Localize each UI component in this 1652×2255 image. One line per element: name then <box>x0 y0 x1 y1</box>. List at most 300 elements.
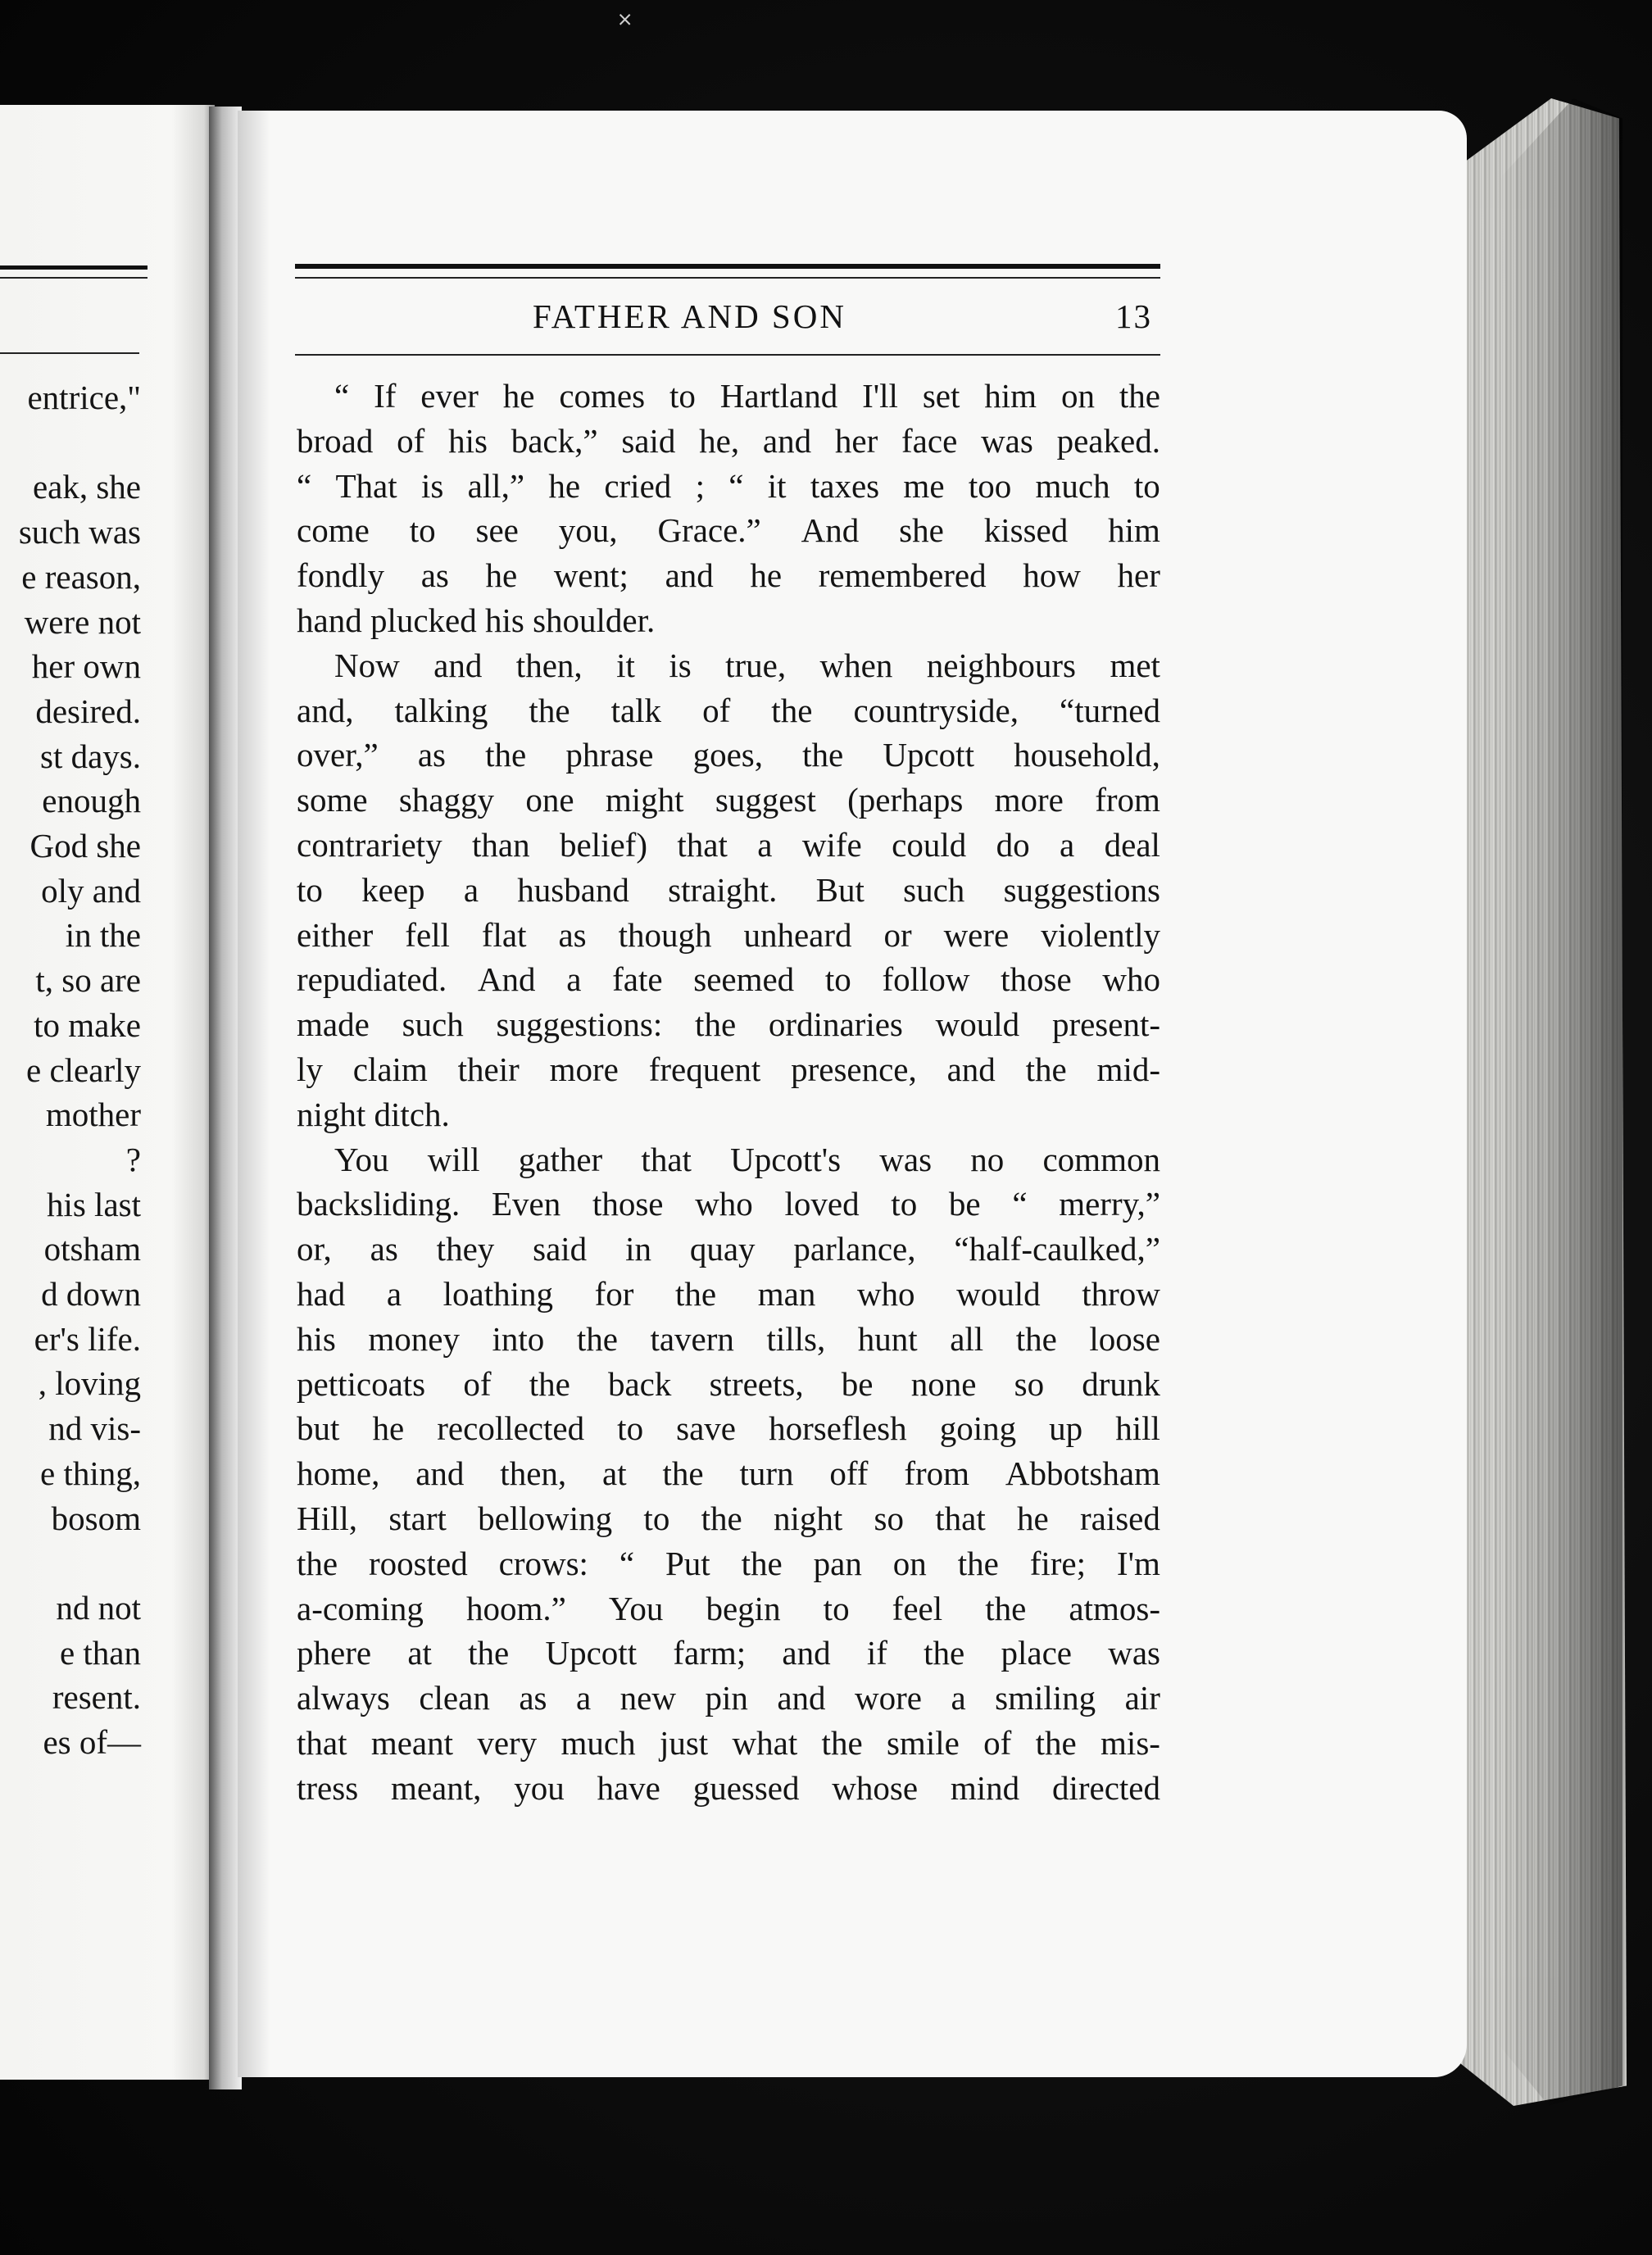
text-line <box>297 1137 1160 1182</box>
page-number: 13 <box>1115 297 1152 335</box>
word: the <box>468 1634 510 1672</box>
text-line <box>297 1047 1160 1092</box>
word: You <box>608 1589 664 1627</box>
word: might <box>605 781 684 819</box>
word: when <box>819 646 893 684</box>
word: so <box>874 1499 904 1537</box>
word: such <box>402 1005 464 1044</box>
word: place <box>1001 1634 1072 1672</box>
text-line <box>297 1451 1160 1496</box>
word: the <box>771 691 813 729</box>
header-rule-thin <box>295 277 1160 279</box>
word: none <box>910 1364 977 1403</box>
word: he <box>502 377 535 415</box>
word: taxes <box>810 466 880 505</box>
left-page-line: entrice," <box>27 379 141 416</box>
left-page-line: nd not <box>56 1588 141 1627</box>
word: wore <box>855 1679 922 1717</box>
word: crows: <box>498 1544 588 1582</box>
word: follow <box>882 960 970 999</box>
word: for <box>594 1274 634 1313</box>
word: petticoats <box>297 1364 426 1403</box>
word: household, <box>1014 736 1160 774</box>
left-page-line: enough <box>42 782 141 820</box>
word: is <box>669 646 692 684</box>
word: all <box>950 1319 984 1358</box>
word: to <box>891 1185 918 1223</box>
word: he <box>750 556 783 595</box>
left-page-line <box>0 1540 141 1586</box>
left-page-line: to make <box>34 1005 141 1044</box>
word: who <box>856 1274 915 1313</box>
word: but <box>297 1409 340 1448</box>
word: deal <box>1104 825 1160 864</box>
word: shaggy <box>398 781 495 819</box>
word: “ <box>334 377 350 415</box>
word: a <box>386 1274 402 1313</box>
word: face <box>901 421 958 460</box>
word: the <box>701 1499 742 1537</box>
word: recollected <box>437 1409 585 1448</box>
word: directed <box>1051 1768 1160 1807</box>
word: you, <box>558 511 618 550</box>
left-page-line: d down <box>41 1275 141 1314</box>
word: to <box>297 870 323 909</box>
word: Even <box>491 1185 561 1223</box>
word: talking <box>394 691 488 729</box>
word: either <box>297 915 374 954</box>
word: and <box>782 1634 831 1672</box>
word: his <box>448 421 488 460</box>
word: to <box>824 960 851 999</box>
word: gather <box>518 1140 603 1178</box>
word: tress <box>297 1768 359 1807</box>
word: the <box>1035 1723 1077 1762</box>
text-line <box>297 1496 1160 1541</box>
word: I'll <box>862 377 898 415</box>
word: from <box>904 1454 970 1493</box>
word: loathing <box>442 1274 553 1313</box>
word: some <box>297 781 368 819</box>
left-page-line: bosom <box>51 1499 141 1537</box>
word: air <box>1124 1679 1160 1717</box>
text-line <box>297 868 1160 913</box>
word: over,” <box>297 736 379 774</box>
word: backsliding. <box>297 1185 461 1223</box>
word: new <box>620 1679 676 1717</box>
word: would <box>956 1274 1041 1313</box>
word: I'm <box>1116 1544 1160 1582</box>
word: than <box>471 825 530 864</box>
text-line <box>297 823 1160 868</box>
word: Upcott's <box>730 1140 842 1178</box>
word: to <box>823 1589 850 1627</box>
word: flat <box>481 915 527 954</box>
word: as <box>370 1230 398 1268</box>
word: kissed <box>983 511 1069 550</box>
word: horseflesh <box>769 1409 907 1448</box>
word: the <box>662 1454 704 1493</box>
word: quay <box>689 1230 756 1268</box>
text-line <box>297 1676 1160 1721</box>
word: And <box>477 960 536 999</box>
word: at <box>602 1454 627 1493</box>
text-line <box>297 1317 1160 1362</box>
word: That <box>335 466 397 505</box>
word: a <box>575 1679 592 1717</box>
word: so <box>1014 1364 1045 1403</box>
word: the <box>1025 1050 1067 1088</box>
word: ; <box>695 466 705 505</box>
word: If <box>374 377 397 415</box>
left-page-rule-thick <box>0 265 148 270</box>
left-page-line: eak, she <box>32 468 141 506</box>
word: as <box>558 915 587 954</box>
word: the <box>1015 1319 1057 1358</box>
word: she <box>899 511 944 550</box>
word: he <box>485 556 518 595</box>
text-line <box>297 1002 1160 1047</box>
word: Hill, <box>297 1499 358 1537</box>
word: too <box>968 466 1012 505</box>
word: to <box>409 511 436 550</box>
word: pan <box>813 1544 862 1582</box>
word: as <box>519 1679 547 1717</box>
word: talk <box>610 691 662 729</box>
word: phrase <box>565 736 654 774</box>
word: and <box>946 1050 996 1088</box>
word: be <box>841 1364 874 1403</box>
word: roosted <box>369 1544 468 1582</box>
word: ever <box>420 377 479 415</box>
word: those <box>1001 960 1072 999</box>
word: frequent <box>648 1050 761 1088</box>
word: the <box>802 736 844 774</box>
word: at <box>407 1634 432 1672</box>
left-page-line: her own <box>31 647 141 686</box>
word: cried <box>604 466 672 505</box>
word: that <box>641 1140 692 1178</box>
word: and <box>777 1679 826 1717</box>
word: how <box>1023 556 1081 595</box>
word: if <box>866 1634 887 1672</box>
word: pin <box>705 1679 748 1717</box>
word: more <box>994 781 1064 819</box>
word: unheard <box>743 915 852 954</box>
word: said <box>621 421 676 460</box>
word: was <box>879 1140 933 1178</box>
left-page-line: e clearly <box>26 1050 141 1089</box>
text-line <box>297 1182 1160 1227</box>
word: up <box>1049 1409 1083 1448</box>
left-page-line: ? <box>125 1140 141 1178</box>
word: the <box>821 1723 863 1762</box>
word: set <box>922 377 960 415</box>
word: could <box>892 825 967 864</box>
page-fore-edge-shadow <box>1500 98 1622 2106</box>
word: night <box>773 1499 843 1537</box>
word: a <box>566 960 582 999</box>
left-page-line <box>0 420 141 465</box>
word: save <box>676 1409 737 1448</box>
text-line <box>297 1721 1160 1766</box>
word: his <box>297 1319 336 1358</box>
word: they <box>436 1230 495 1268</box>
word: you <box>514 1768 565 1807</box>
running-title: FATHER AND SON <box>533 297 846 335</box>
word: mid- <box>1096 1050 1160 1088</box>
word: “ <box>728 466 744 505</box>
text-line <box>297 1766 1160 1811</box>
word: throw <box>1082 1274 1160 1313</box>
text-line <box>297 778 1160 823</box>
word: turn <box>739 1454 794 1493</box>
word: merry,” <box>1059 1185 1160 1223</box>
left-page-line: es of— <box>43 1723 141 1762</box>
header-rule-thick <box>295 264 1160 269</box>
left-page-line: such was <box>18 513 141 551</box>
word: was <box>1108 1634 1160 1672</box>
word: Upcott <box>545 1634 638 1672</box>
word: And <box>801 511 860 550</box>
word: fate <box>612 960 663 999</box>
word: true, <box>725 646 787 684</box>
word: “ <box>619 1544 635 1582</box>
text-line <box>297 464 1160 509</box>
word: tills, <box>766 1319 826 1358</box>
text-line <box>297 1406 1160 1451</box>
word: smile <box>886 1723 960 1762</box>
word: then, <box>500 1454 567 1493</box>
word: a <box>1060 825 1075 864</box>
word: would <box>935 1005 1020 1044</box>
word: common <box>1042 1140 1160 1178</box>
word: fire; <box>1029 1544 1086 1582</box>
word: streets, <box>709 1364 804 1403</box>
word: those <box>592 1185 664 1223</box>
word: their <box>457 1050 520 1088</box>
header-rule-bottom <box>295 354 1160 356</box>
word: or, <box>297 1230 332 1268</box>
word: broad <box>297 421 374 460</box>
word: Upcott <box>883 736 974 774</box>
word: the <box>1119 377 1160 415</box>
left-page-line: nd vis- <box>48 1409 141 1448</box>
word: the <box>297 1544 338 1582</box>
word: from <box>1095 781 1160 819</box>
left-page-line: st days. <box>40 737 141 775</box>
word: money <box>368 1319 460 1358</box>
word: Put <box>665 1544 710 1582</box>
word: begin <box>706 1589 781 1627</box>
word: hunt <box>857 1319 918 1358</box>
word: countryside, <box>853 691 1019 729</box>
body-text <box>297 374 1160 1811</box>
word: it <box>767 466 787 505</box>
left-page-text-fragments <box>0 375 141 1765</box>
text-line <box>297 643 1160 688</box>
word: “turned <box>1060 691 1160 729</box>
word: see <box>475 511 519 550</box>
word: the <box>924 1634 965 1672</box>
word: “half-caulked,” <box>954 1230 1160 1268</box>
word: ly <box>297 1050 323 1088</box>
word: is <box>420 466 444 505</box>
book-gutter <box>209 107 242 2089</box>
word: to <box>669 377 696 415</box>
word: and, <box>297 691 354 729</box>
top-edge-mark: ˟ <box>619 7 632 45</box>
word: loose <box>1089 1319 1160 1358</box>
word: that <box>935 1499 986 1537</box>
word: peaked. <box>1056 421 1160 460</box>
word: much <box>1035 466 1110 505</box>
left-page-line: desired. <box>35 692 141 730</box>
word: though <box>618 915 712 954</box>
word: phere <box>297 1634 372 1672</box>
word: just <box>659 1723 709 1762</box>
text-line <box>297 1541 1160 1586</box>
word: as <box>420 556 449 595</box>
word: the <box>985 1589 1027 1627</box>
word: in <box>625 1230 651 1268</box>
word: ordinaries <box>768 1005 903 1044</box>
word: him <box>1108 511 1160 550</box>
word: into <box>492 1319 545 1358</box>
word: straight. <box>668 870 778 909</box>
word: all,” <box>467 466 525 505</box>
word: meant <box>370 1723 453 1762</box>
left-page-line: resent. <box>52 1678 141 1717</box>
word: tavern <box>650 1319 734 1358</box>
word: Abbotsham <box>1005 1454 1160 1493</box>
word: went; <box>553 556 629 595</box>
word: You <box>334 1140 389 1178</box>
text-line <box>297 1631 1160 1676</box>
text-line: hand plucked his shoulder. <box>297 601 656 639</box>
word: fell <box>405 915 450 954</box>
word: comes <box>559 377 646 415</box>
word: Hartland <box>719 377 838 415</box>
left-page-line: e thing, <box>40 1454 141 1492</box>
word: drunk <box>1082 1364 1160 1403</box>
word: will <box>427 1140 480 1178</box>
text-line <box>297 733 1160 778</box>
word: the <box>957 1544 999 1582</box>
word: he <box>1017 1499 1049 1537</box>
word: to <box>1133 466 1160 505</box>
left-page-line: , loving <box>38 1364 141 1403</box>
word: no <box>970 1140 1005 1178</box>
text-line <box>297 374 1160 419</box>
word: guessed <box>692 1768 800 1807</box>
word: suggestions: <box>496 1005 663 1044</box>
word: more <box>549 1050 619 1088</box>
word: (perhaps <box>847 781 964 819</box>
word: the <box>529 1364 570 1403</box>
word: goes, <box>692 736 763 774</box>
word: a-coming <box>297 1589 424 1627</box>
word: back <box>607 1364 672 1403</box>
word: on <box>1060 377 1095 415</box>
word: smiling <box>995 1679 1096 1717</box>
word: her <box>1117 556 1160 595</box>
word: him <box>984 377 1037 415</box>
left-page-line: er's life. <box>34 1319 141 1358</box>
word: mind <box>950 1768 1020 1807</box>
word: hoom.” <box>465 1589 566 1627</box>
word: husband <box>517 870 629 909</box>
left-page-line: t, so are <box>35 961 141 1000</box>
word: always <box>297 1679 390 1717</box>
word: going <box>939 1409 1017 1448</box>
word: and <box>433 646 483 684</box>
left-page-line: were not <box>24 602 141 641</box>
word: present- <box>1051 1005 1160 1044</box>
left-page-line: e than <box>59 1633 141 1672</box>
word: atmos- <box>1069 1589 1160 1627</box>
text-line <box>297 688 1160 733</box>
word: very <box>477 1723 538 1762</box>
word: suggest <box>715 781 816 819</box>
word: come <box>297 511 370 550</box>
word: “ <box>1012 1185 1028 1223</box>
word: one <box>525 781 574 819</box>
word: had <box>297 1274 346 1313</box>
word: her <box>834 421 878 460</box>
text-line <box>297 957 1160 1002</box>
word: presence, <box>791 1050 917 1088</box>
word: and <box>415 1454 465 1493</box>
word: on <box>892 1544 927 1582</box>
word: the <box>675 1274 717 1313</box>
word: meant, <box>390 1768 482 1807</box>
word: suggestions <box>1003 870 1160 909</box>
word: back,” <box>511 421 598 460</box>
word: a <box>757 825 773 864</box>
word: Grace.” <box>657 511 761 550</box>
left-page-rule-thin <box>0 277 148 279</box>
word: off <box>829 1454 869 1493</box>
left-page <box>0 105 215 2080</box>
word: of <box>983 1723 1012 1762</box>
word: and <box>762 421 812 460</box>
word: be <box>948 1185 981 1223</box>
word: he <box>548 466 581 505</box>
left-page-head-rule <box>0 352 139 354</box>
left-page-line: his last <box>46 1185 141 1223</box>
word: said <box>533 1230 588 1268</box>
text-line <box>297 553 1160 598</box>
left-page-line: otsham <box>43 1230 141 1268</box>
text-line <box>297 419 1160 464</box>
word: to <box>617 1409 644 1448</box>
left-page-line: mother <box>45 1096 141 1134</box>
word: farm; <box>673 1634 747 1672</box>
word: was <box>981 421 1033 460</box>
word: the <box>695 1005 737 1044</box>
word: fondly <box>297 556 385 595</box>
word: and <box>665 556 714 595</box>
word: raised <box>1079 1499 1160 1537</box>
word: me <box>903 466 945 505</box>
text-line <box>297 1227 1160 1272</box>
word: man <box>757 1274 816 1313</box>
word: or <box>883 915 912 954</box>
word: keep <box>361 870 425 909</box>
word: were <box>943 915 1010 954</box>
running-head <box>295 297 1160 346</box>
